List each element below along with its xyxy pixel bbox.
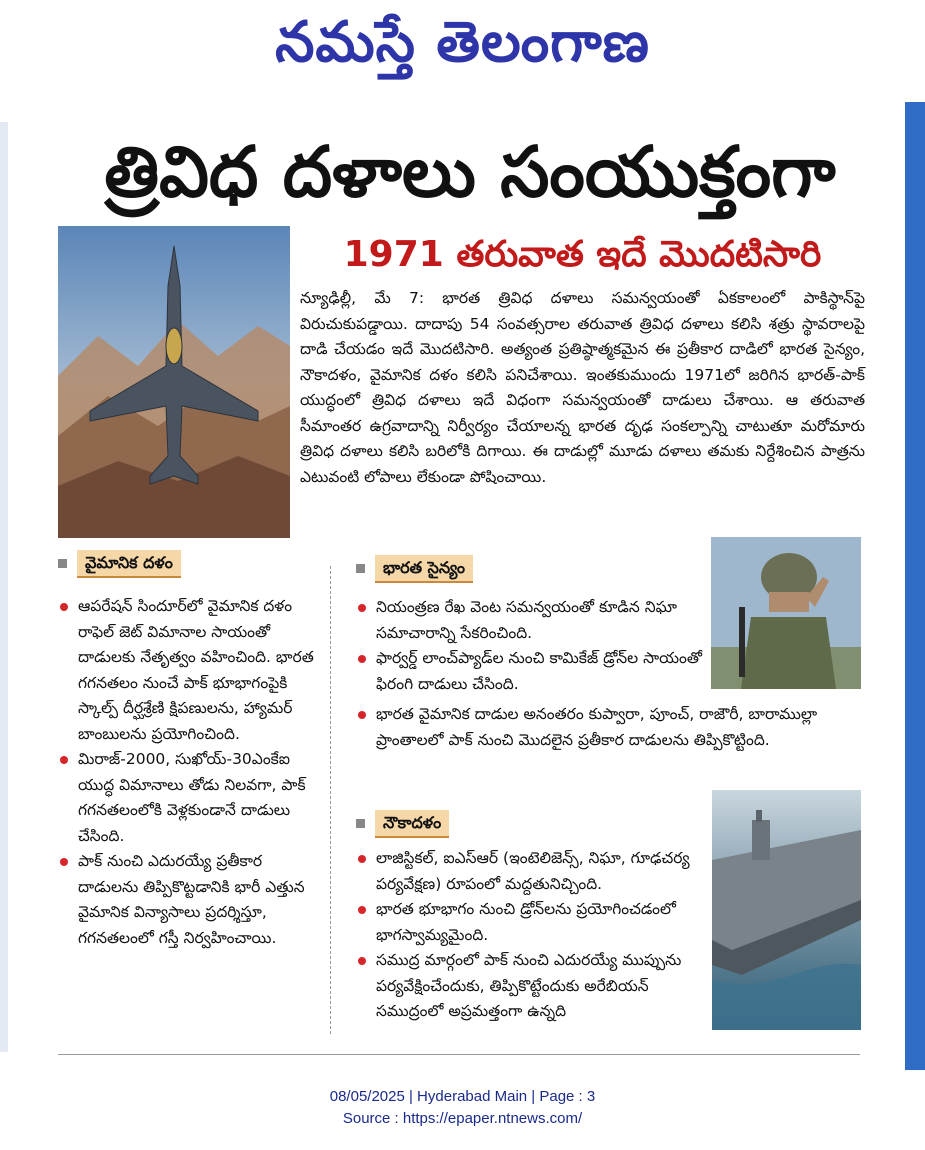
page-left-edge bbox=[0, 122, 8, 1052]
bottom-rule bbox=[58, 1054, 860, 1055]
navy-section bbox=[356, 810, 712, 1025]
list-item: భారత భూభాగం నుంచి డ్రోన్‌లను ప్రయోగించడంలో భాగస్వామ్యమైంది. bbox=[356, 897, 712, 948]
section-square-icon bbox=[356, 564, 365, 573]
column-divider bbox=[330, 566, 331, 1034]
article-lead-paragraph: న్యూఢిల్లీ, మే 7: భారత త్రివిధ దళాలు సమన్వయంతో ఏకకాలంలో పాకిస్థాన్‌పై విరుచుకుపడ్డాయి. దాదాపు 54 సంవత్సరాల తరువాత త్రివిధ దళాలు కలిసి శత్రు స్థావరాలపై దాడి చేయడం ఇదే మొదటిసారి. అత్యంత ప్రతిష్ఠాత్మకమైన ఈ ప్రతీకార దాడిలో భారత సైన్యం, నౌకాదళం, వైమానిక దళం కలిసి పనిచేశాయి. ఇంతకుముందు 1971లో జరిగిన భారత్-పాక్ యుద్ధంలో త్రివిధ దళాలు ఇదే విధంగా సమన్వయంతో దాడులు చేశాయి. ఆ తరువాత సీమాంతర ఉగ్రవాదాన్ని నిర్వీర్యం చేయాలన్న భారత దృఢ సంకల్పాన్ని చాటుతూ మరోమారు త్రివిధ దళాలు కలిసి బరిలోకి దిగాయి. ఈ దాడుల్లో మూడు దళాలు తమకు నిర్దేశించిన పాత్రను ఎటువంటి లోపాలు లేకుండా పోషించాయి. bbox=[300, 289, 865, 486]
section-square-icon bbox=[356, 819, 365, 828]
list-item: నియంత్రణ రేఖ వెంట సమన్వయంతో కూడిన నిఘా సమాచారాన్ని సేకరించింది. bbox=[356, 595, 706, 646]
page-right-bar bbox=[905, 102, 925, 1070]
list-item: ఫార్వర్డ్ లాంచ్‌ప్యాడ్‌ల నుంచి కామికేజ్ డ్రోన్‌ల సాయంతో ఫిరంగి దాడులు చేసింది. bbox=[356, 646, 706, 697]
page-footer bbox=[0, 1086, 925, 1130]
list-item: మిరాజ్-2000, సుఖోయ్-30ఎంకేఐ యుద్ధ విమానాలు తోడు నిలవగా, పాక్ గగనతలంలోకి వెళ్లకుండానే దాడులు చేసింది. bbox=[58, 747, 320, 849]
list-item: సముద్ర మార్గంలో పాక్ నుంచి ఎదురయ్యే ముప్పును పర్యవేక్షించేందుకు, తిప్పికొట్టేందుకు అరేబియన్ సముద్రంలో అప్రమత్తంగా ఉన్నది bbox=[356, 948, 712, 1025]
footer-date-edition: 08/05/2025 | Hyderabad Main | Page : 3 bbox=[329, 1088, 596, 1105]
fighter-jet-photo bbox=[58, 226, 290, 538]
newspaper-masthead: నమస్తే తెలంగాణ bbox=[275, 10, 650, 75]
air-force-heading: వైమానిక దళం bbox=[58, 550, 320, 576]
army-section bbox=[356, 555, 706, 697]
section-square-icon bbox=[58, 559, 67, 568]
navy-bullets bbox=[356, 846, 712, 1025]
air-force-bullets bbox=[58, 594, 320, 951]
aircraft-carrier-photo bbox=[712, 790, 861, 1030]
army-bullets-continued bbox=[356, 702, 866, 753]
article-headline: త్రివిధ దళాలు సంయుక్తంగా bbox=[104, 131, 836, 213]
navy-heading: నౌకాదళం bbox=[356, 810, 712, 836]
army-heading: భారత సైన్యం bbox=[356, 555, 706, 581]
footer-source: Source : https://epaper.ntnews.com/ bbox=[342, 1110, 583, 1127]
air-force-section bbox=[58, 550, 320, 951]
article-subheadline: 1971 తరువాత ఇదే మొదటిసారి bbox=[343, 234, 822, 275]
list-item: లాజిస్టికల్, ఐఎస్ఆర్ (ఇంటెలిజెన్స్, నిఘా, గూఢచర్య పర్యవేక్షణ) రూపంలో మద్దతునిచ్చింది. bbox=[356, 846, 712, 897]
list-item: ఆపరేషన్ సిందూర్‌లో వైమానిక దళం రాఫెల్ జెట్ విమానాల సాయంతో దాడులకు నేతృత్వం వహించింది. భారత గగనతలం నుంచే పాక్ భూభాగంపైకి స్కాల్ప్ దీర్ఘశ్రేణి క్షిపణులను, హ్యామర్ బాంబులను ప్రయోగించింది. bbox=[58, 594, 320, 747]
list-item: భారత వైమానిక దాడుల అనంతరం కుప్వారా, పూంచ్, రాజౌరీ, బారాముల్లా ప్రాంతాలలో పాక్ నుంచి మొదలైన ప్రతీకార దాడులను తిప్పికొట్టింది. bbox=[356, 702, 866, 753]
list-item: పాక్ నుంచి ఎదురయ్యే ప్రతీకార దాడులను తిప్పికొట్టడానికి భారీ ఎత్తున వైమానిక విన్యాసాలు ప్రదర్శిస్తూ, గగనతలంలో గస్తీ నిర్వహించాయి. bbox=[58, 849, 320, 951]
army-bullets bbox=[356, 595, 706, 697]
soldier-photo bbox=[711, 537, 861, 689]
